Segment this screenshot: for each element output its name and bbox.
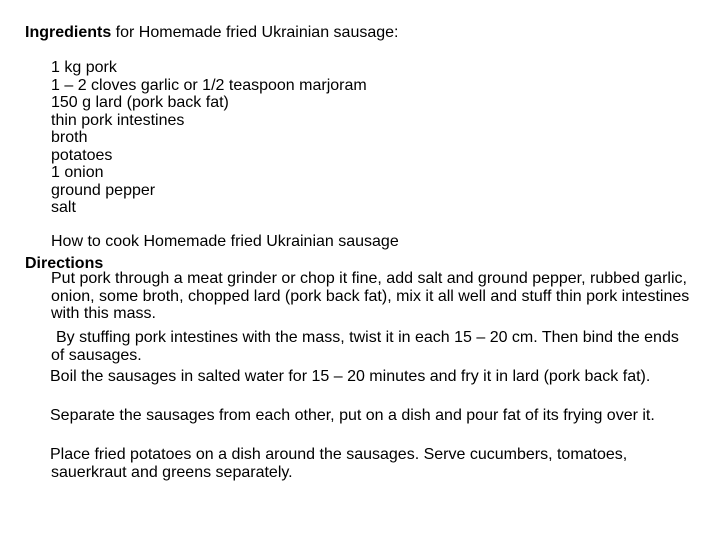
direction-step-1: Put pork through a meat grinder or chop it fine, add salt and ground pepper, rubbed garlic, onion, some broth, chopped lard (pork back fat), mix it all well and stuff thin pork intestines with this mass. (51, 270, 690, 322)
direction-step-2: By stuffing pork intestines with the mass, twist it in each 15 – 20 cm. Then bind the ends of sausages. (51, 329, 679, 364)
ingredient-item: 1 kg pork (51, 59, 117, 76)
ingredients-list (51, 59, 367, 217)
ingredients-heading-rest: for Homemade fried Ukrainian sausage: (111, 24, 399, 41)
ingredient-item: ground pepper (51, 181, 156, 199)
ingredient-item: thin pork intestines (51, 111, 185, 129)
ingredient-item: 150 g lard (pork back fat) (51, 94, 229, 111)
howto-title: How to cook Homemade fried Ukrainian sausage (51, 233, 399, 250)
ingredients-heading (25, 23, 398, 42)
ingredient-item: broth (51, 129, 88, 146)
direction-step-3: Boil the sausages in salted water for 15 – 20 minutes and fry it in lard (pork back fat). (50, 368, 651, 385)
ingredient-item: 1 – 2 cloves garlic or 1/2 teaspoon marjoram (51, 76, 367, 94)
ingredient-item: potatoes (51, 146, 113, 164)
ingredient-item: 1 onion (51, 164, 104, 181)
ingredient-item: salt (51, 199, 76, 216)
direction-step-4: Separate the sausages from each other, put on a dish and pour fat of its frying over it. (50, 407, 655, 424)
ingredients-heading-bold: Ingredients (25, 24, 112, 41)
directions-heading: Directions (25, 255, 104, 272)
direction-step-5: Place fried potatoes on a dish around the sausages. Serve cucumbers, tomatoes, sauerkraut and greens separately. (50, 446, 628, 481)
